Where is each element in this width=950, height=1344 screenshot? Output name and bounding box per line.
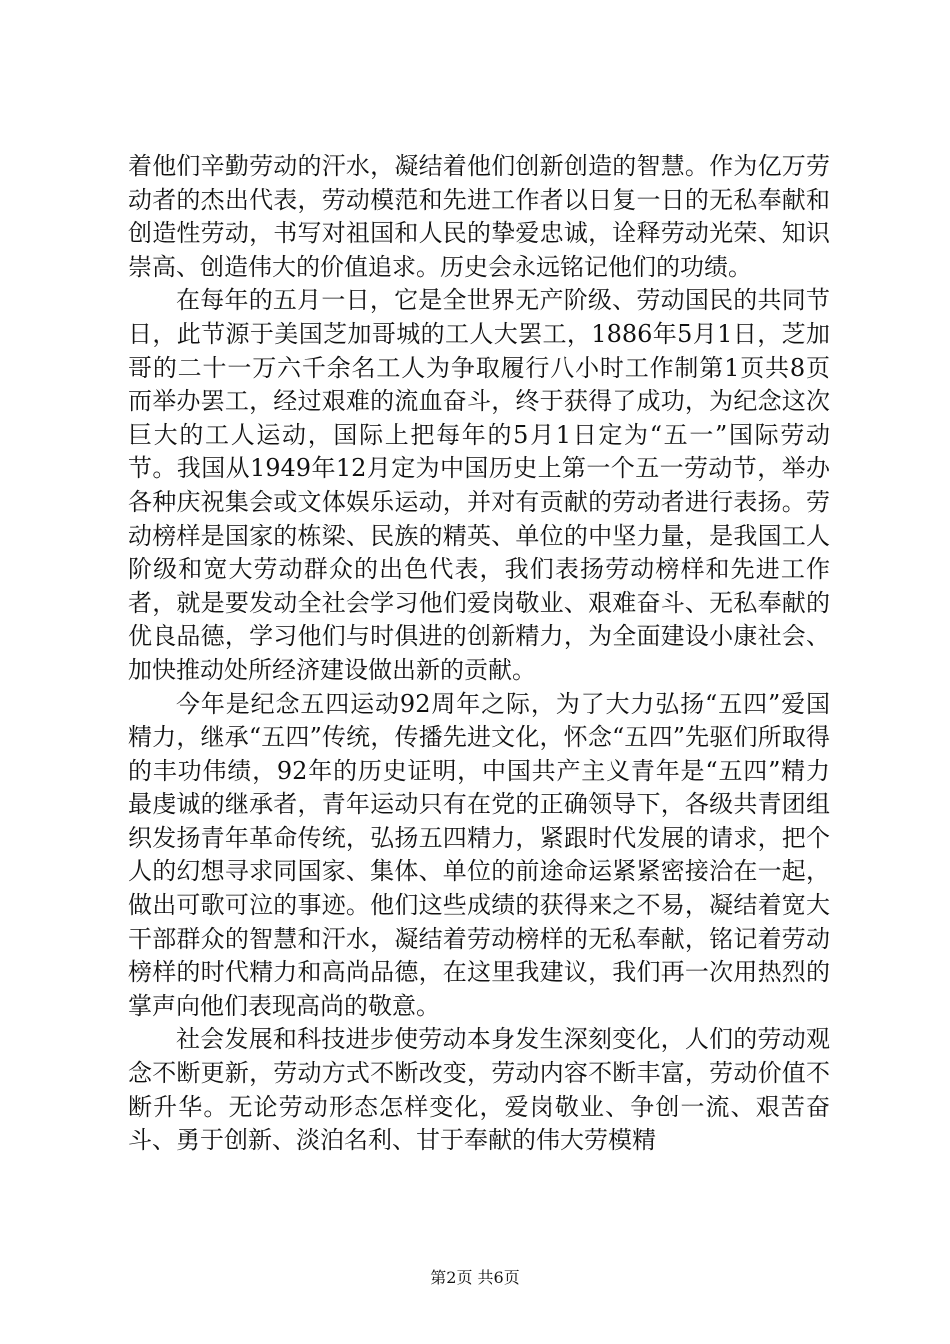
page-footer: 第2页 共6页 (430, 1268, 520, 1287)
paragraph-3: 今年是纪念五四运动92周年之际，为了大力弘扬“五四”爱国精力，继承“五四”传统，传播先进文化，怀念“五四”先驱们所取得的丰功伟绩，92年的历史证明，中国共产主义青年是“五四”精力最虔诚的继承者，青年运动只有在党的正确领导下，各级共青团组织发扬青年革命传统，弘扬五四精力，紧跟时代发展的请求，把个人的幻想寻求同国家、集体、单位的前途命运紧紧密接洽在一起，做出可歌可泣的事迹。他们这些成绩的获得来之不易，凝结着宽大干部群众的智慧和汗水，凝结着劳动榜样的无私奉献，铭记着劳动榜样的时代精力和高尚品德，在这里我建议，我们再一次用热烈的掌声向他们表现高尚的敬意。 (128, 689, 830, 1020)
paragraph-4: 社会发展和科技进步使劳动本身发生深刻变化，人们的劳动观念不断更新，劳动方式不断改变，劳动内容不断丰富，劳动价值不断升华。无论劳动形态怎样变化，爱岗敬业、争创一流、艰苦奋斗、勇于创新、淡泊名利、甘于奉献的伟大劳模精 (128, 1025, 830, 1155)
paragraph-2: 在每年的五月一日，它是全世界无产阶级、劳动国民的共同节日，此节源于美国芝加哥城的工人大罢工，1886年5月1日，芝加哥的二十一万六千余名工人为争取履行八小时工作制第1页共8页而举办罢工，经过艰难的流血奋斗，终于获得了成功，为纪念这次巨大的工人运动，国际上把每年的5月1日定为“五一”国际劳动节。我国从1949年12月定为中国历史上第一个五一劳动节，举办各种庆祝集会或文体娱乐运动，并对有贡献的劳动者进行表扬。劳动榜样是国家的栋梁、民族的精英、单位的中坚力量，是我国工人阶级和宽大劳动群众的出色代表，我们表扬劳动榜样和先进工作者，就是要发动全社会学习他们爱岗敬业、艰难奋斗、无私奉献的优良品德，学习他们与时俱进的创新精力，为全面建设小康社会、加快推动处所经济建设做出新的贡献。 (128, 286, 830, 684)
document-body (128, 150, 830, 1158)
paragraph-1: 着他们辛勤劳动的汗水，凝结着他们创新创造的智慧。作为亿万劳动者的杰出代表，劳动模范和先进工作者以日复一日的无私奉献和创造性劳动，书写对祖国和人民的挚爱忠诚，诠释劳动光荣、知识崇高、创造伟大的价值追求。历史会永远铭记他们的功绩。 (128, 152, 830, 281)
